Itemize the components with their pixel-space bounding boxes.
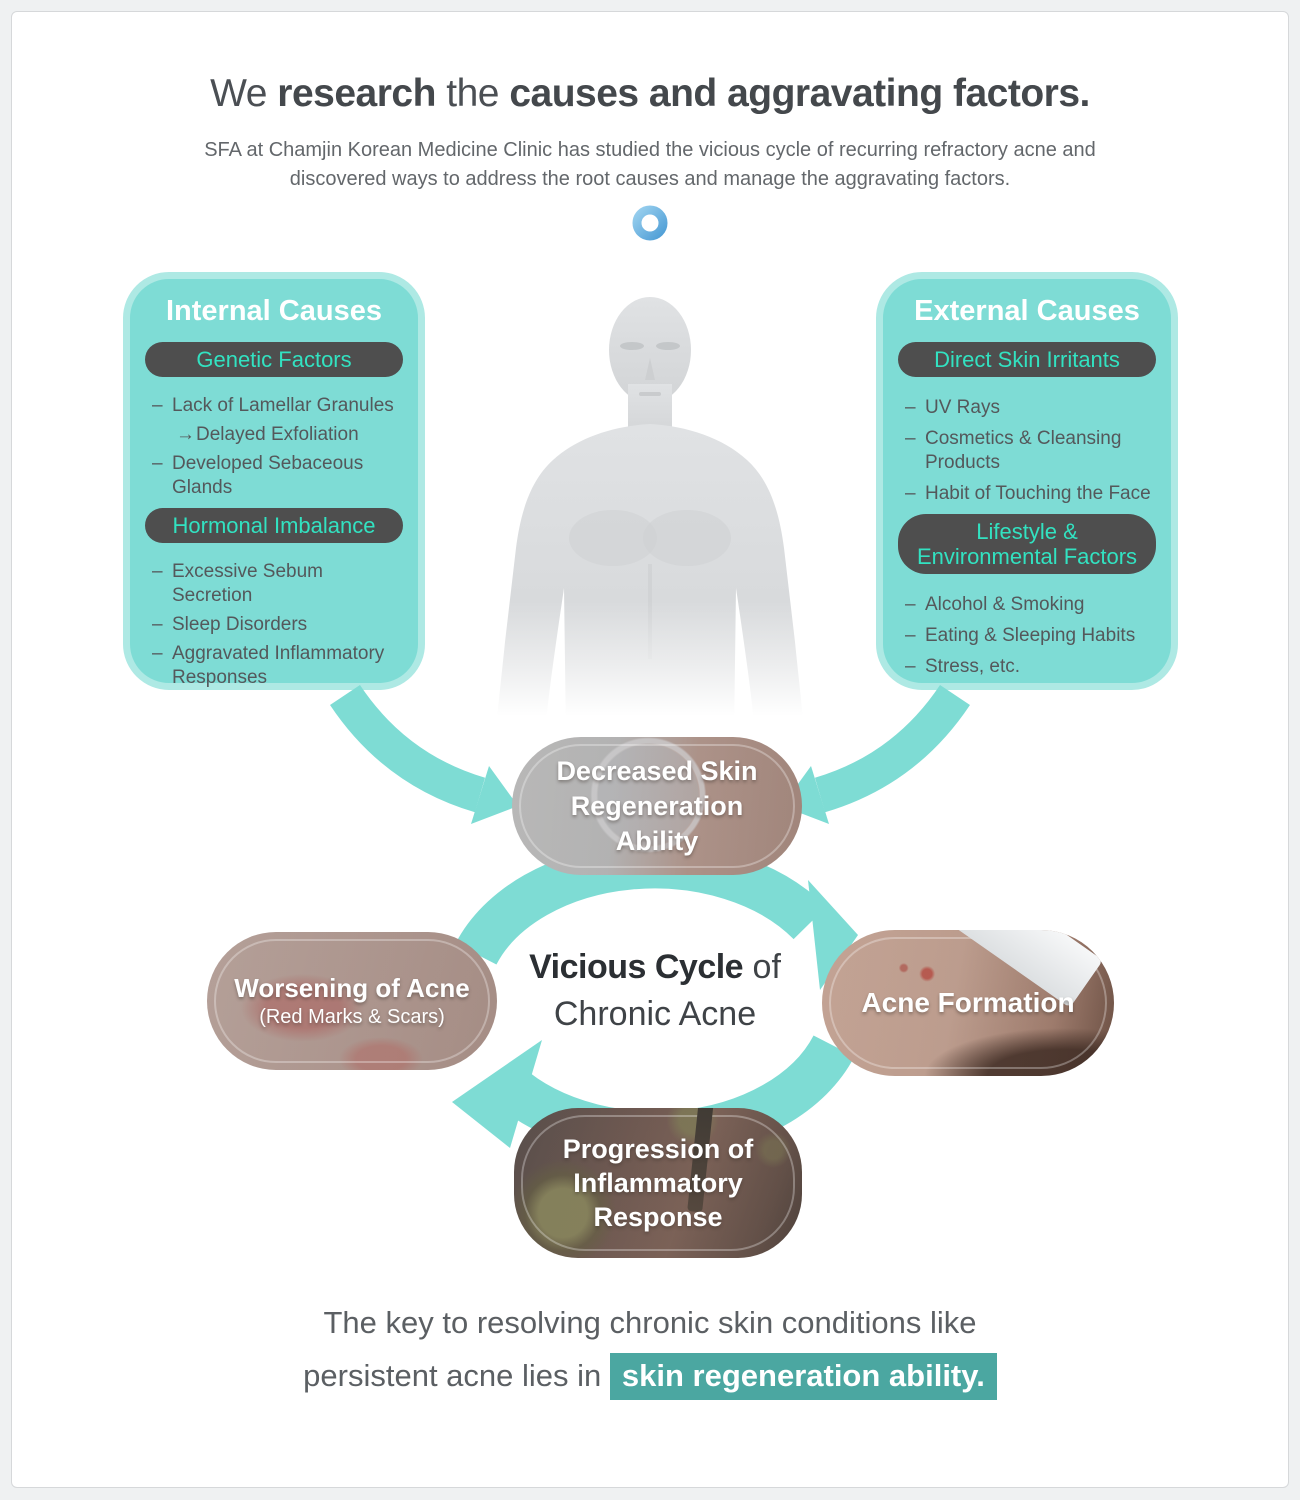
title-word: We	[210, 72, 267, 115]
bullet-marker: –	[905, 428, 916, 449]
footer-text	[0, 1296, 1300, 1402]
ring-icon	[631, 204, 669, 247]
category-pill: Genetic Factors	[145, 342, 403, 377]
box-title: External Causes	[914, 295, 1140, 327]
subtitle	[0, 136, 1300, 194]
decreased-skin-capsule	[512, 737, 802, 875]
bullet-marker: –	[905, 483, 916, 504]
list-item	[152, 560, 404, 608]
footer-line2-prefix: persistent acne lies in	[303, 1358, 610, 1393]
capsule-title: Progression of Inflammatory Response	[562, 1134, 754, 1232]
cause-list	[883, 387, 1171, 506]
worsening-capsule	[207, 932, 497, 1070]
item-text: Delayed Exfoliation	[196, 424, 359, 445]
right-converging-arrow-icon	[782, 695, 955, 824]
item-text: Eating & Sleeping Habits	[925, 625, 1136, 646]
item-text: Developed Sebaceous Glands	[172, 453, 364, 498]
capsule-title: Acne Formation	[861, 987, 1075, 1018]
external-causes-box	[876, 272, 1178, 690]
main-title	[0, 72, 1300, 116]
cycle-center-bold: Vicious Cycle	[529, 948, 744, 986]
subtitle-line: discovered ways to address the root causes and manage the aggravating factors.	[289, 168, 1011, 190]
cycle-center-light: of	[743, 948, 781, 986]
list-item	[152, 452, 404, 500]
left-converging-arrow-icon	[345, 695, 518, 824]
item-text: Excessive Sebum Secretion	[172, 561, 324, 606]
item-text: Stress, etc.	[925, 656, 1021, 677]
bullet-marker: –	[152, 561, 163, 582]
list-item	[905, 593, 1157, 617]
bullet-marker: –	[905, 594, 916, 615]
bullet-marker: –	[152, 395, 163, 416]
item-text: Lack of Lamellar Granules	[172, 395, 394, 416]
capsule-title: Worsening of Acne	[234, 973, 470, 1003]
capsule-title: Decreased Skin Regeneration Ability	[556, 755, 758, 856]
internal-causes-box	[123, 272, 425, 690]
cause-list	[130, 387, 418, 500]
arrow-marker: →	[176, 424, 195, 445]
bullet-marker: –	[152, 453, 163, 474]
bullet-marker: –	[905, 397, 916, 418]
list-item	[152, 613, 404, 637]
cycle-center-line2: Chronic Acne	[553, 995, 757, 1033]
title-word: research	[277, 72, 436, 115]
cycle-center-label	[480, 944, 830, 1038]
acne-capsule	[822, 930, 1114, 1076]
category-pill: Direct Skin Irritants	[898, 342, 1156, 377]
item-text: Sleep Disorders	[172, 614, 308, 635]
list-item	[905, 396, 1157, 420]
bullet-marker: –	[152, 643, 163, 664]
item-text: UV Rays	[925, 397, 1000, 418]
bullet-marker: –	[905, 625, 916, 646]
list-item	[905, 427, 1157, 475]
capsule-subtitle: (Red Marks & Scars)	[259, 1006, 445, 1028]
list-item	[152, 394, 404, 418]
progression-capsule	[514, 1108, 802, 1258]
item-text: Habit of Touching the Face	[925, 483, 1151, 504]
bullet-marker: –	[905, 656, 916, 677]
subtitle-line: SFA at Chamjin Korean Medicine Clinic has studied the vicious cycle of recurring refractory acne and	[204, 139, 1096, 161]
category-pill: Lifestyle & Environmental Factors	[898, 514, 1156, 574]
item-text: Alcohol & Smoking	[925, 594, 1085, 615]
list-item	[152, 423, 404, 447]
item-text: Cosmetics & Cleansing Products	[925, 428, 1122, 473]
footer-highlight: skin regeneration ability.	[610, 1353, 997, 1400]
category-pill: Hormonal Imbalance	[145, 508, 403, 543]
footer-line1: The key to resolving chronic skin conditions like	[323, 1305, 977, 1340]
footer-line2	[0, 1349, 1300, 1402]
box-title: Internal Causes	[166, 295, 382, 327]
item-text: Aggravated Inflammatory Responses	[172, 643, 385, 688]
cycle-center-line1	[480, 944, 830, 991]
list-item	[905, 482, 1157, 506]
title-word: causes and aggravating factors.	[509, 72, 1090, 115]
bullet-marker: –	[152, 614, 163, 635]
title-word: the	[446, 72, 499, 115]
list-item	[905, 624, 1157, 648]
